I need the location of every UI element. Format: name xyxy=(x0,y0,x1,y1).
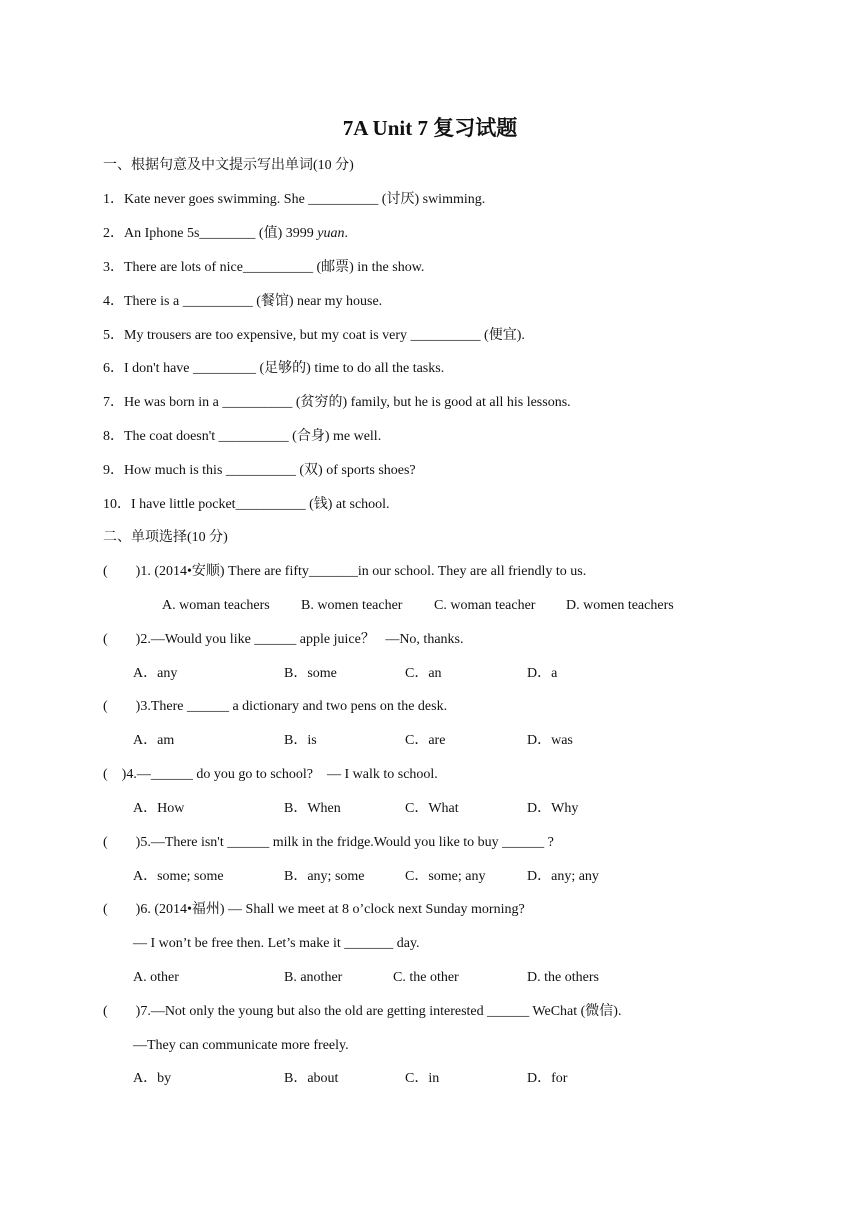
mc-option: C. the other xyxy=(393,970,459,985)
section-2-heading: 二、单项选择(10 分) xyxy=(103,530,228,545)
mc-option: D．a xyxy=(527,666,558,681)
question-text-italic: yuan xyxy=(317,226,345,241)
mc-option: A．some; some xyxy=(133,869,224,884)
question-1-2 xyxy=(103,225,348,243)
question-1-3: 3．There are lots of nice__________ (邮票) in the show. xyxy=(103,260,425,275)
mc-option: D．Why xyxy=(527,801,579,816)
mc-question-4: ( )4.—______ do you go to school? — I walk to school. xyxy=(103,767,438,782)
question-text: . xyxy=(344,226,348,241)
mc-option: C．some; any xyxy=(405,869,486,884)
mc-option: D．was xyxy=(527,733,573,748)
mc-option: B. another xyxy=(284,970,343,985)
mc-option: D．any; any xyxy=(527,869,599,884)
mc-question-1: ( )1. (2014•安顺) There are fifty_______in our school. They are all friendly to us. xyxy=(103,564,587,579)
mc-option: B．any; some xyxy=(284,869,365,884)
question-1-9: 9．How much is this __________ (双) of sports shoes? xyxy=(103,463,416,478)
mc-option: B．When xyxy=(284,801,341,816)
question-text: 2．An Iphone 5s________ (值) 3999 xyxy=(103,226,318,241)
mc-question-6: ( )6. (2014•福州) — Shall we meet at 8 o’clock next Sunday morning? xyxy=(103,902,525,917)
question-1-7: 7．He was born in a __________ (贫穷的) family, but he is good at all his lessons. xyxy=(103,395,571,410)
mc-question-6-reply: — I won’t be free then. Let’s make it _______ day. xyxy=(133,936,420,951)
mc-option: A．by xyxy=(133,1071,172,1086)
mc-option: B. women teacher xyxy=(301,598,403,613)
mc-question-5: ( )5.—There isn't ______ milk in the fridge.Would you like to buy ______ ? xyxy=(103,835,554,850)
mc-option: C．an xyxy=(405,666,442,681)
mc-option: C．in xyxy=(405,1071,440,1086)
mc-option: A．am xyxy=(133,733,175,748)
mc-option: D. the others xyxy=(527,970,599,985)
mc-question-7: ( )7.—Not only the young but also the old are getting interested ______ WeChat (微信). xyxy=(103,1004,622,1019)
question-1-8: 8．The coat doesn't __________ (合身) me well. xyxy=(103,429,382,444)
page-title: 7A Unit 7 复习试题 xyxy=(342,116,518,140)
mc-option: A．any xyxy=(133,666,178,681)
mc-option: C. woman teacher xyxy=(434,598,536,613)
mc-question-3: ( )3.There ______ a dictionary and two pens on the desk. xyxy=(103,699,448,714)
mc-option: A. other xyxy=(133,970,179,985)
mc-option: B．about xyxy=(284,1071,339,1086)
question-1-6: 6．I don't have _________ (足够的) time to do all the tasks. xyxy=(103,361,445,376)
mc-option: C．are xyxy=(405,733,446,748)
mc-option: A．How xyxy=(133,801,185,816)
mc-option: B．is xyxy=(284,733,317,748)
question-1-4: 4．There is a __________ (餐馆) near my house. xyxy=(103,294,383,309)
section-1-heading: 一、根据句意及中文提示写出单词(10 分) xyxy=(103,158,354,173)
mc-question-7-reply: —They can communicate more freely. xyxy=(133,1038,349,1053)
question-1-5: 5．My trousers are too expensive, but my coat is very __________ (便宜). xyxy=(103,328,525,343)
mc-question-2: ( )2.—Would you like ______ apple juice？ —No, thanks. xyxy=(103,632,464,647)
mc-option: D. women teachers xyxy=(566,598,674,613)
mc-option: A. woman teachers xyxy=(162,598,270,613)
mc-option: D．for xyxy=(527,1071,568,1086)
question-1-10: 10．I have little pocket__________ (钱) at school. xyxy=(103,497,390,512)
mc-option: B．some xyxy=(284,666,337,681)
question-1-1: 1．Kate never goes swimming. She __________ (讨厌) swimming. xyxy=(103,192,486,207)
mc-option: C．What xyxy=(405,801,459,816)
